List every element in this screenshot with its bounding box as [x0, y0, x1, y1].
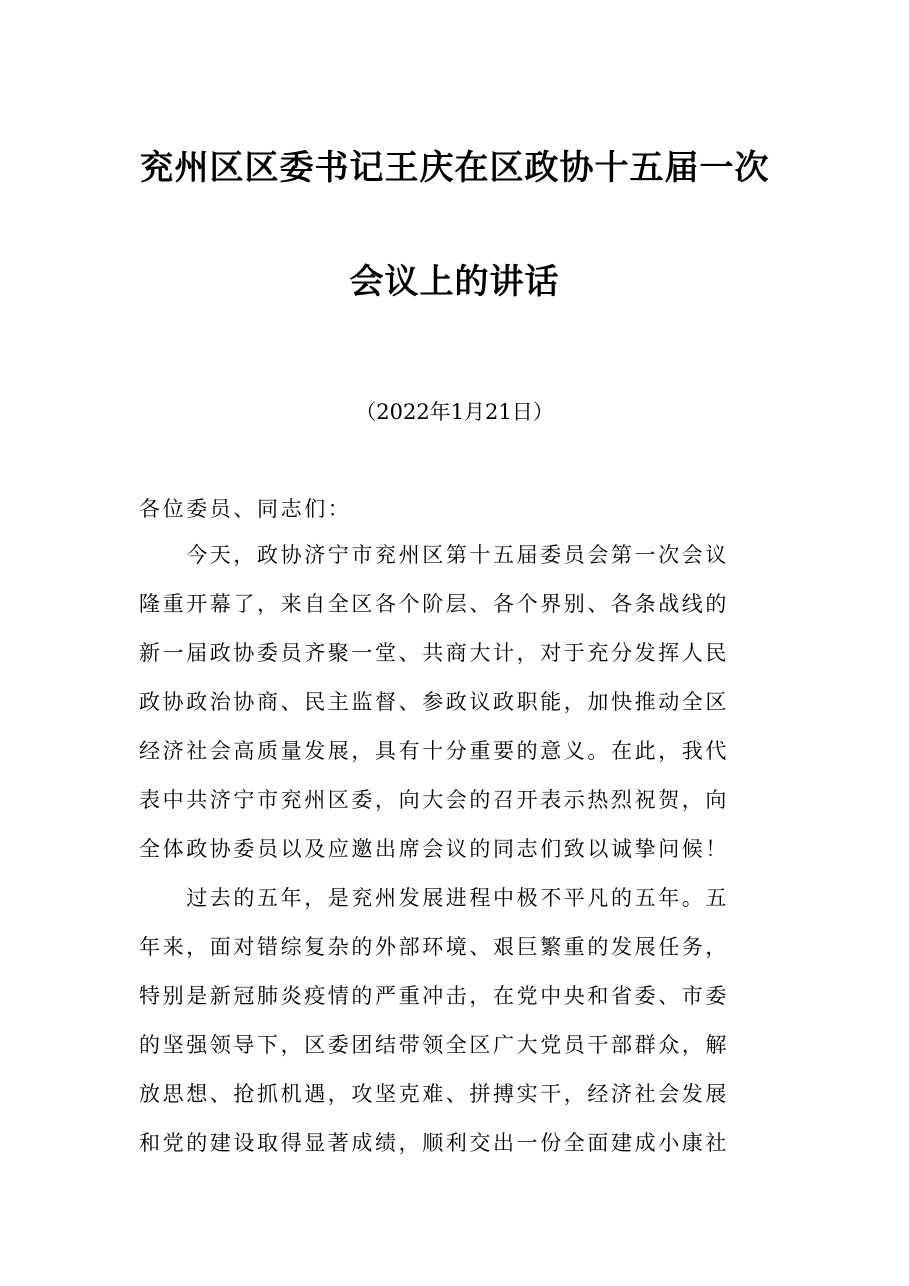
body-line: 今天，政协济宁市兖州区第十五届委员会第一次会议 — [139, 543, 729, 567]
body-line: 新一届政协委员齐聚一堂、共商大计，对于充分发挥人民 — [139, 641, 729, 665]
body-line: 经济社会高质量发展，具有十分重要的意义。在此，我代 — [139, 739, 729, 763]
body-line: 放思想、抢抓机遇，攻坚克难、拼搏实干，经济社会发展 — [139, 1082, 729, 1106]
title-line-2: 会议上的讲话 — [349, 262, 560, 302]
salutation: 各位委员、同志们： — [139, 497, 352, 521]
body-line: 过去的五年，是兖州发展进程中极不平凡的五年。五 — [139, 886, 729, 910]
speech-date: （2022年1月21日） — [355, 400, 554, 424]
body-line: 表中共济宁市兖州区委，向大会的召开表示热烈祝贺，向 — [139, 788, 729, 812]
body-line: 全体政协委员以及应邀出席会议的同志们致以诚挚问候！ — [139, 837, 729, 861]
body-line: 年来，面对错综复杂的外部环境、艰巨繁重的发展任务， — [139, 935, 729, 959]
body-line: 特别是新冠肺炎疫情的严重冲击，在党中央和省委、市委 — [139, 984, 729, 1008]
title-line-1: 兖州区区委书记王庆在区政协十五届一次 — [139, 148, 770, 188]
body-line: 的坚强领导下，区委团结带领全区广大党员干部群众，解 — [139, 1033, 729, 1057]
body-line: 政协政治协商、民主监督、参政议政职能，加快推动全区 — [139, 690, 729, 714]
body-line: 隆重开幕了，来自全区各个阶层、各个界别、各条战线的 — [139, 592, 729, 616]
body-line: 和党的建设取得显著成绩，顺利交出一份全面建成小康社 — [139, 1131, 729, 1155]
